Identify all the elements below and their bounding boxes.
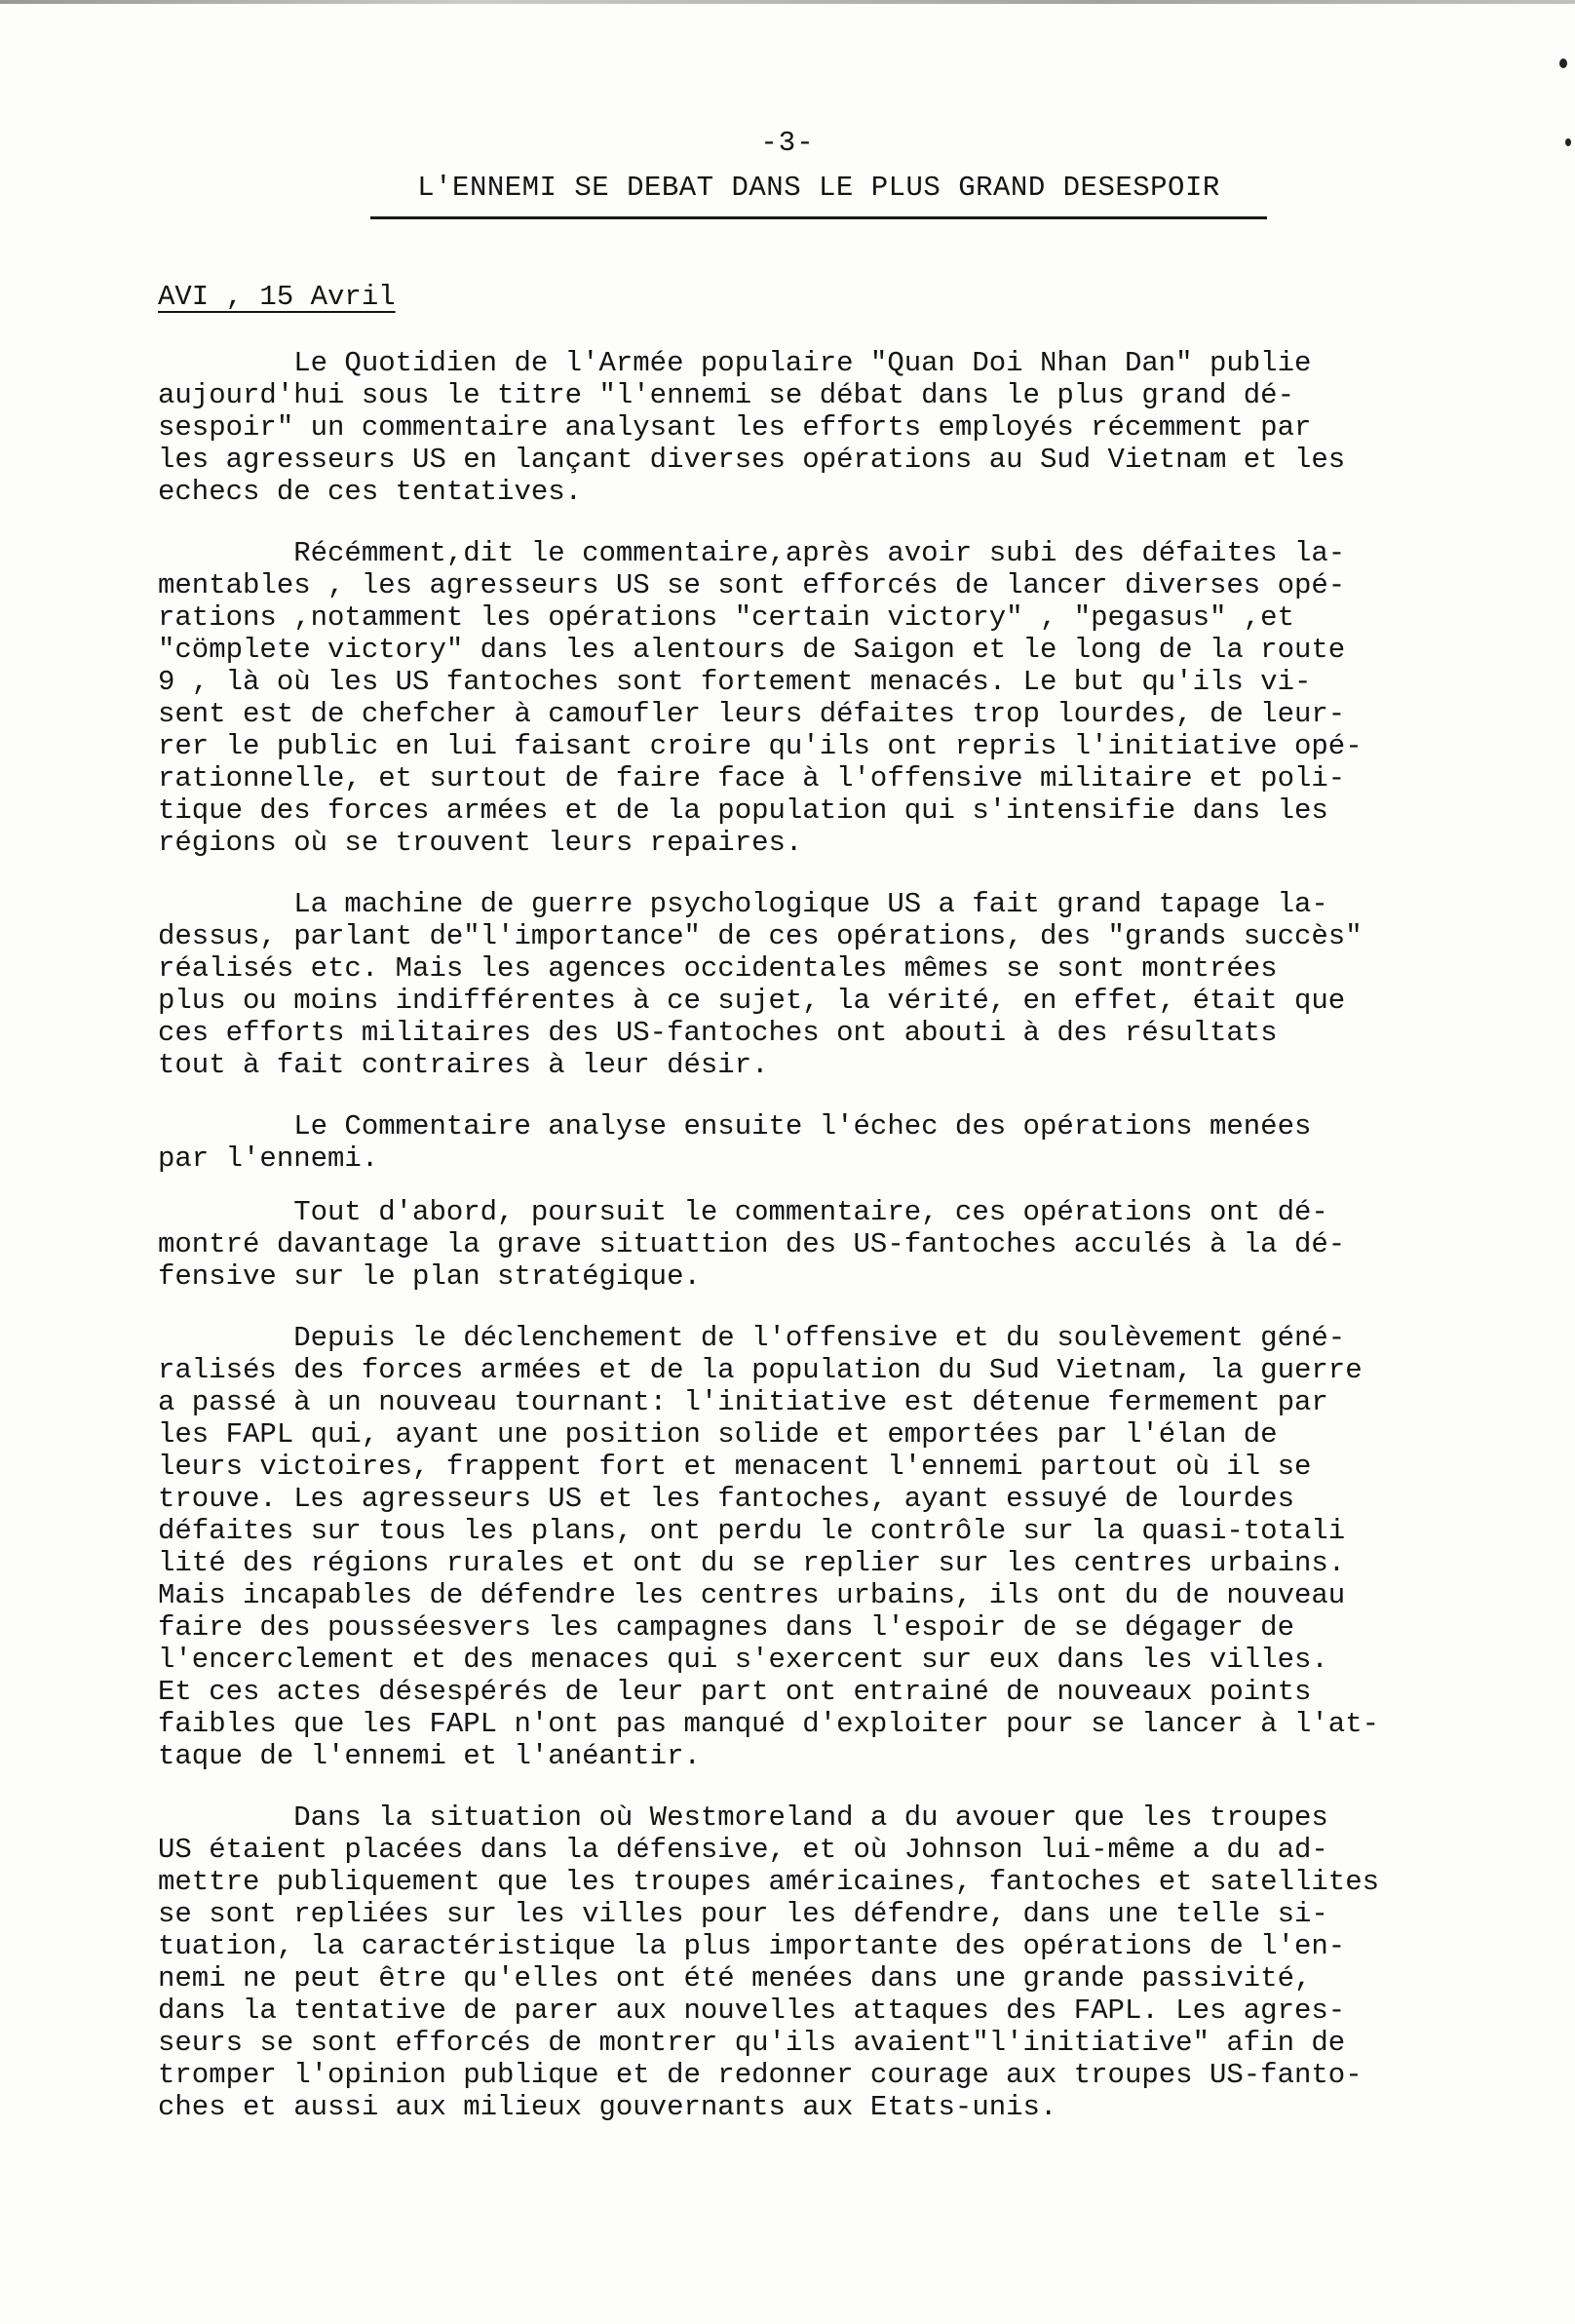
- text-line: tuation, la caractéristique la plus importante des opérations de l'en-: [158, 1930, 1346, 1962]
- text-line: a passé à un nouveau tournant: l'initiative est détenue fermement par: [158, 1386, 1328, 1418]
- article-body: [158, 347, 1561, 2152]
- text-line: l'encerclement et des menaces qui s'exercent sur eux dans les villes.: [158, 1644, 1328, 1676]
- text-line: défaites sur tous les plans, ont perdu le contrôle sur la quasi-totali: [158, 1515, 1346, 1547]
- text-line: tromper l'opinion publique et de redonner courage aux troupes US-fanto-: [158, 2059, 1363, 2091]
- text-line: les FAPL qui, ayant une position solide et emportées par l'élan de: [158, 1418, 1278, 1451]
- text-line: réalisés etc. Mais les agences occidentales mêmes se sont montrées: [158, 952, 1278, 985]
- text-line: les agresseurs US en lançant diverses opérations au Sud Vietnam et les: [158, 444, 1346, 476]
- text-line: lité des régions rurales et ont du se replier sur les centres urbains.: [158, 1547, 1346, 1579]
- paragraph: [158, 1801, 1561, 2123]
- text-line: 9 , là où les US fantoches sont fortement menacés. Le but qu'ils vi-: [158, 666, 1312, 698]
- ink-speck: [1559, 58, 1567, 68]
- text-line: taque de l'ennemi et l'anéantir.: [158, 1740, 701, 1772]
- text-line: nemi ne peut être qu'elles ont été menées dans une grande passivité,: [158, 1962, 1312, 1995]
- text-line: sespoir" un commentaire analysant les efforts employés récemment par: [158, 411, 1312, 444]
- text-line: "cömplete victory" dans les alentours de Saigon et le long de la route: [158, 634, 1346, 666]
- text-line: US étaient placées dans la défensive, et où Johnson lui-même a du ad-: [158, 1834, 1328, 1866]
- text-line: régions où se trouvent leurs repaires.: [158, 827, 803, 859]
- text-line: tique des forces armées et de la population qui s'intensifie dans les: [158, 794, 1328, 827]
- document-title: L'ENNEMI SE DEBAT DANS LE PLUS GRAND DESESPOIR: [417, 172, 1220, 204]
- paragraph: [158, 347, 1561, 508]
- text-line: La machine de guerre psychologique US a fait grand tapage la-: [158, 888, 1328, 920]
- paragraph: [158, 1110, 1561, 1175]
- text-line: leurs victoires, frappent fort et menacent l'ennemi partout où il se: [158, 1451, 1312, 1483]
- text-line: dessus, parlant de"l'importance" de ces opérations, des "grands succès": [158, 920, 1363, 952]
- text-line: par l'ennemi.: [158, 1143, 379, 1175]
- paragraph: [158, 888, 1561, 1081]
- paragraph: [158, 537, 1561, 859]
- text-line: ralisés des forces armées et de la population du Sud Vietnam, la guerre: [158, 1354, 1363, 1386]
- text-line: faire des pousséesvers les campagnes dans l'espoir de se dégager de: [158, 1611, 1294, 1644]
- text-line: montré davantage la grave situattion des US-fantoches acculés à la dé-: [158, 1228, 1346, 1260]
- text-line: aujourd'hui sous le titre "l'ennemi se débat dans le plus grand dé-: [158, 379, 1294, 411]
- text-line: faibles que les FAPL n'ont pas manqué d'exploiter pour se lancer à l'at-: [158, 1708, 1380, 1740]
- text-line: sent est de chefcher à camoufler leurs défaites trop lourdes, de leur-: [158, 698, 1346, 730]
- text-line: mettre publiquement que les troupes américaines, fantoches et satellites: [158, 1866, 1380, 1898]
- text-line: echecs de ces tentatives.: [158, 476, 583, 508]
- text-line: fensive sur le plan stratégique.: [158, 1260, 701, 1293]
- text-line: Mais incapables de défendre les centres urbains, ils ont du de nouveau: [158, 1579, 1346, 1611]
- text-line: plus ou moins indifférentes à ce sujet, la vérité, en effet, était que: [158, 985, 1346, 1017]
- text-line: se sont repliées sur les villes pour les défendre, dans une telle si-: [158, 1898, 1328, 1930]
- text-line: mentables , les agresseurs US se sont efforcés de lancer diverses opé-: [158, 569, 1346, 601]
- text-line: ces efforts militaires des US-fantoches ont abouti à des résultats: [158, 1017, 1278, 1049]
- text-line: trouve. Les agresseurs US et les fantoches, ayant essuyé de lourdes: [158, 1483, 1294, 1515]
- text-line: rer le public en lui faisant croire qu'ils ont repris l'initiative opé-: [158, 730, 1363, 762]
- page-number: -3-: [760, 127, 815, 159]
- page-top-edge: [0, 0, 1575, 4]
- text-line: Le Commentaire analyse ensuite l'échec des opérations menées: [158, 1110, 1312, 1143]
- text-line: Récémment,dit le commentaire,après avoir subi des défaites la-: [158, 537, 1346, 569]
- dateline: AVI , 15 Avril: [158, 281, 396, 313]
- title-underline: [370, 216, 1267, 219]
- text-line: rationnelle, et surtout de faire face à l'offensive militaire et poli-: [158, 762, 1346, 794]
- text-line: Depuis le déclenchement de l'offensive et du soulèvement géné-: [158, 1322, 1346, 1354]
- text-line: dans la tentative de parer aux nouvelles attaques des FAPL. Les agres-: [158, 1995, 1346, 2027]
- text-line: ches et aussi aux milieux gouvernants aux Etats-unis.: [158, 2091, 1057, 2123]
- text-line: Et ces actes désespérés de leur part ont entrainé de nouveaux points: [158, 1676, 1312, 1708]
- text-line: tout à fait contraires à leur désir.: [158, 1049, 769, 1081]
- paragraph: [158, 1196, 1561, 1293]
- text-line: Dans la situation où Westmoreland a du avouer que les troupes: [158, 1801, 1328, 1834]
- text-line: seurs se sont efforcés de montrer qu'ils avaient"l'initiative" afin de: [158, 2027, 1346, 2059]
- text-line: Le Quotidien de l'Armée populaire "Quan Doi Nhan Dan" publie: [158, 347, 1312, 379]
- text-line: rations ,notamment les opérations "certain victory" , "pegasus" ,et: [158, 601, 1294, 634]
- text-line: Tout d'abord, poursuit le commentaire, ces opérations ont dé-: [158, 1196, 1328, 1228]
- paragraph: [158, 1322, 1561, 1772]
